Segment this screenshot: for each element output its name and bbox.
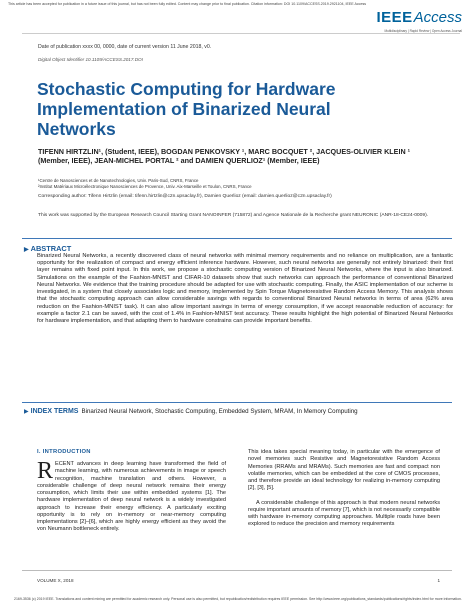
corresponding-author: Corresponding author: Tifenn Hirtzlin (email: tifenn.hirtzlin@c2n.upsaclay.fr), Damien Querlioz (email: damien.querlioz@c2n.upsaclay.fr) <box>38 194 332 199</box>
index-terms-text: Binarized Neural Network, Stochastic Computing, Embedded System, MRAM, In Memory Computing <box>81 408 358 415</box>
index-divider <box>22 402 452 403</box>
author-list: TIFENN HIRTZLIN¹, (Student, IEEE), BOGDAN PENKOVSKY ¹, MARC BOCQUET ², JACQUES-OLIVIER KLEIN ¹ (Member, IEEE), JEAN-MICHEL PORTAL ² and DAMIEN QUERLIOZ¹ (Member, IEEE) <box>38 147 411 166</box>
publication-notice: This article has been accepted for publication in a future issue of this journal, but has not been fully edited. Content may change prior to final publication. Citation information: DOI 10.1109/ACCESS.2019.2921104, IEEE Access <box>8 2 367 6</box>
brand-access: Access <box>413 9 462 26</box>
section-heading: I. INTRODUCTION <box>37 449 91 455</box>
intro-right-paragraph-1: This idea takes special meaning today, in particular with the emergence of novel memories such Resistive and Magnetoresistive Random Access Memories (RRAMs and MRAMs). Such memories are fast and compact non volatile memories, which can be embedded at the core of CMOS processes, and therefore provide an ideal technology for realizing in-memory computing [2], [3], [5]. <box>248 449 440 492</box>
abstract-heading: ▶ ABSTRACT <box>24 244 72 253</box>
abstract-divider <box>22 238 452 239</box>
funding-note: This work was supported by the European Research Council Starting Grant NANOINFER (715872) and Agence Nationale de la Recherche grant NEURONIC (ANR-18-CE24-0009). <box>38 213 429 218</box>
paper-title: Stochastic Computing for Hardware Implementation of Binarized Neural Networks <box>37 79 336 139</box>
ieee-access-logo <box>376 9 462 33</box>
volume-label: VOLUME X, 2018 <box>37 578 74 583</box>
page-number: 1 <box>437 578 440 583</box>
drop-cap: R <box>37 458 54 484</box>
triangle-icon: ▶ <box>24 247 29 253</box>
brand-tagline: Multidisciplinary | Rapid Review | Open Access Journal <box>384 29 462 33</box>
footer-divider <box>22 570 452 571</box>
intro-right-paragraph-2: A considerable challenge of this approach is that modern neural networks require important amounts of memory [7], which is not necessarily compatible with hardware in-memory computing approaches. Multiple roads have been explored to reduce the precision and memory requirements <box>248 499 440 528</box>
abstract-text: Binarized Neural Networks, a recently discovered class of neural networks with minimal memory requirements and no reliance on multiplication, are a fantastic opportunity for the realization of compact and energy efficient inference hardware. However, such neural networks are generally not entirely binarized: their first layer remains with fixed point input. In this work, we propose a stochastic computing version of Binarized Neural Networks, where the input is also binarized. Simulations on the example of the Fashion-MNIST and CIFAR-10 datasets show that such networks can approach the performance of conventional Binarized Neural Networks. We evidence that the training procedure should be adapted for use with stochastic computing. Finally, the ASIC implementation of our scheme is investigated, in a system that closely associates logic and memory, implemented by Spin Torque Magnetoresistive Random Access Memory. This analysis shows that the stochastic computing approach can allow considerable savings with regards to conventional Binarized Neural networks in terms of area (62% area reduction on the Fashion-MNIST task). It can also allow important savings in terms of energy consumption, if we accept reasonable reduction of accuracy: for example a factor 2.1 can be saved, with the cost of 1.4% in Fashion-MNIST test accuracy. These results highlight the high potential of Binarized Neural Networks for hardware implementation, and that adapting them to hardware constrains can provide important benefits. <box>37 253 453 324</box>
doi-line: Digital Object Identifier 10.1109/ACCESS.2017.DOI <box>38 57 143 62</box>
intro-left-text: ECENT advances in deep learning have transformed the field of machine learning, with numerous achievements in image or speech recognition, machine translation and others. However, a considerable challenge of deep neural network remains their energy consumption, which limits their use within embedded systems [1]. The hardware implementation of deep neural network is a widely investigated approach to increase their energy efficiency. A particularly exciting opportunity is to rely on in-memory or near-memory computing implementations [2]–[6], which are highly energy efficient as they avoid the von Neumann bottleneck entirely. <box>37 461 226 533</box>
index-terms <box>24 408 449 416</box>
triangle-icon: ▶ <box>24 409 29 415</box>
affiliation-1: ¹Centre de Nanosciences et de Nanotechnologies, Univ. Paris-Sud, CNRS, France <box>38 178 199 183</box>
affiliation-2: ²Institut Matériaux Microélectronique Nanosciences de Provence, Univ. Aix-Marseille et Toulon, CNRS, France <box>38 184 252 189</box>
brand-ieee: IEEE <box>376 9 413 26</box>
index-terms-label: INDEX TERMS <box>30 408 79 415</box>
intro-right-column <box>248 449 440 529</box>
header-divider <box>22 33 460 34</box>
intro-left-column <box>37 458 226 534</box>
publication-date: Date of publication xxxx 00, 0000, date of current version 11 June 2018, v0. <box>38 44 212 50</box>
license-notice: 2169-3536 (c) 2019 IEEE. Translations and content mining are permitted for academic research only. Personal use is also permitted, but republication/redistribution requires IEEE permission. See http://www.ieee.org/publications_standards/publications/rights/index.html for more information. <box>14 597 462 601</box>
